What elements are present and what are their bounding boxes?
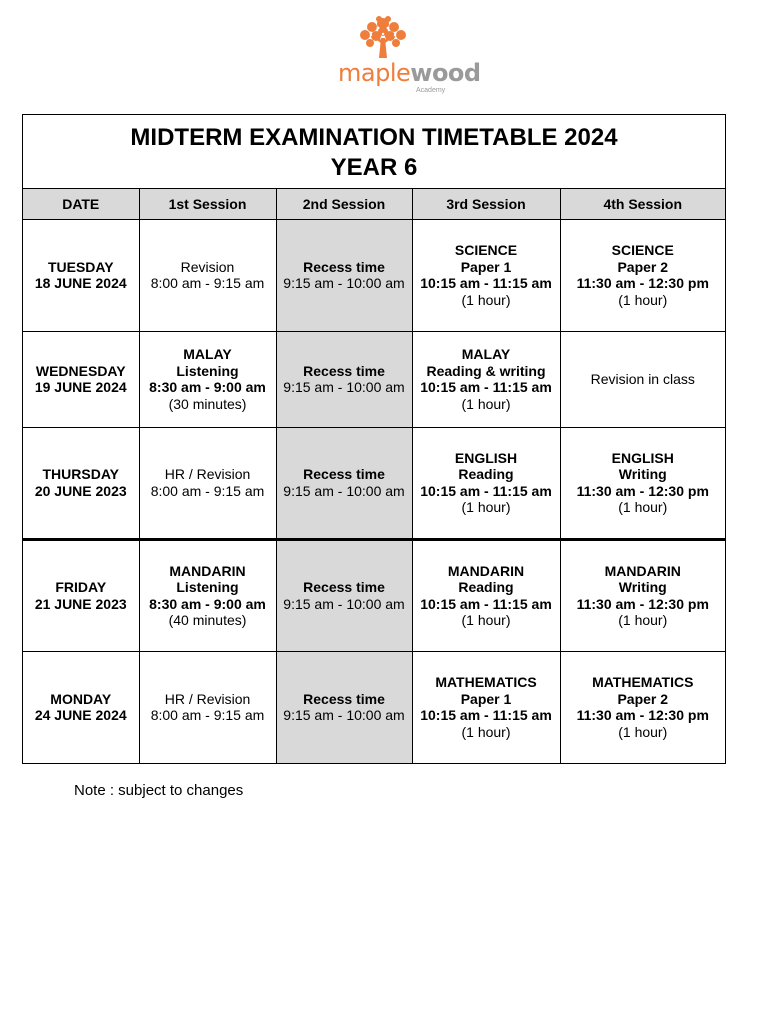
date-cell: [23, 331, 139, 427]
session-line: 9:15 am - 10:00 am: [283, 595, 405, 612]
date-line: TUESDAY: [47, 258, 114, 275]
session-line: Revision: [180, 258, 235, 275]
session-1-cell: [139, 539, 276, 651]
session-line: ENGLISH: [611, 449, 674, 466]
session-line: (1 hour): [461, 291, 511, 308]
session-line: Paper 2: [617, 690, 669, 707]
academy-logo: [330, 14, 481, 100]
session-2-cell: [276, 651, 412, 763]
session-4-cell: [560, 651, 725, 763]
session-line: (1 hour): [618, 499, 668, 515]
session-line: Reading: [458, 579, 514, 595]
date-line: 21 JUNE 2023: [34, 595, 127, 612]
date-line: THURSDAY: [42, 466, 119, 482]
session-line: Paper 1: [460, 690, 512, 707]
session-line: (1 hour): [618, 291, 668, 308]
session-4-cell: [560, 539, 725, 651]
session-line: Recess time: [303, 362, 385, 379]
session-line: (1 hour): [461, 499, 511, 515]
session-2-cell: [276, 219, 412, 331]
session-line: Recess time: [303, 579, 385, 595]
session-line: Reading & writing: [426, 362, 546, 379]
session-line: SCIENCE: [454, 242, 518, 258]
date-cell: [23, 219, 139, 331]
session-line: (40 minutes): [168, 612, 247, 628]
header-session-2: 2nd Session: [276, 189, 412, 219]
session-line: (1 hour): [618, 612, 668, 628]
table-row: [23, 651, 725, 763]
session-line: 9:15 am - 10:00 am: [283, 707, 405, 724]
date-line: 18 JUNE 2024: [34, 275, 127, 291]
table-row: [23, 219, 725, 331]
session-3-cell: [412, 219, 560, 331]
session-line: 9:15 am - 10:00 am: [283, 275, 405, 291]
date-line: 24 JUNE 2024: [34, 707, 127, 724]
timetable: [22, 114, 726, 764]
date-cell: [23, 427, 139, 539]
header-date: DATE: [23, 189, 139, 219]
session-line: Listening: [176, 362, 239, 379]
session-1-cell: [139, 219, 276, 331]
session-4-cell: [560, 331, 725, 427]
session-line: Writing: [618, 579, 667, 595]
session-3-cell: [412, 331, 560, 427]
header-session-1: 1st Session: [139, 189, 276, 219]
session-line: 10:15 am - 11:15 am: [420, 275, 552, 291]
session-line: 11:30 am - 12:30 pm: [576, 595, 709, 612]
session-line: 10:15 am - 11:15 am: [420, 482, 552, 499]
date-cell: [23, 539, 139, 651]
date-line: FRIDAY: [55, 579, 107, 595]
session-line: ENGLISH: [454, 449, 518, 466]
session-line: 10:15 am - 11:15 am: [420, 707, 552, 724]
session-line: 8:00 am - 9:15 am: [150, 482, 265, 499]
timetable-body: [23, 219, 725, 763]
session-line: HR / Revision: [164, 466, 251, 482]
session-line: Paper 2: [617, 258, 669, 275]
session-line: MALAY: [183, 346, 232, 362]
session-line: 10:15 am - 11:15 am: [420, 595, 552, 612]
session-2-cell: [276, 539, 412, 651]
logo-wordmark: maplewood: [338, 59, 481, 87]
session-line: 8:30 am - 9:00 am: [149, 379, 266, 395]
session-3-cell: [412, 427, 560, 539]
title-line-2: YEAR 6: [330, 154, 418, 181]
header-session-4: 4th Session: [560, 189, 725, 219]
session-4-cell: [560, 427, 725, 539]
session-line: MATHEMATICS: [435, 674, 537, 691]
session-line: (1 hour): [461, 723, 511, 740]
session-2-cell: [276, 427, 412, 539]
date-line: 19 JUNE 2024: [34, 379, 127, 395]
session-line: 11:30 am - 12:30 pm: [576, 482, 709, 499]
session-line: Revision in class: [590, 370, 695, 387]
timetable-title: [23, 115, 725, 189]
logo-subtitle: Academy: [416, 87, 446, 94]
session-4-cell: [560, 219, 725, 331]
session-1-cell: [139, 651, 276, 763]
header-row: [23, 189, 725, 219]
session-3-cell: [412, 651, 560, 763]
session-line: 8:30 am - 9:00 am: [149, 595, 266, 612]
session-line: 8:00 am - 9:15 am: [150, 275, 265, 291]
date-line: WEDNESDAY: [35, 362, 126, 379]
session-line: (30 minutes): [168, 395, 247, 412]
session-line: Recess time: [303, 690, 385, 707]
session-line: SCIENCE: [611, 242, 674, 258]
date-cell: [23, 651, 139, 763]
session-line: MANDARIN: [169, 562, 246, 579]
session-line: Writing: [618, 466, 667, 482]
timetable-table: [23, 189, 725, 763]
session-line: (1 hour): [618, 723, 668, 740]
session-line: MANDARIN: [604, 562, 681, 579]
session-line: Recess time: [303, 258, 385, 275]
footnote: Note : subject to changes: [74, 782, 244, 799]
session-2-cell: [276, 331, 412, 427]
session-line: (1 hour): [461, 612, 511, 628]
session-line: Reading: [458, 466, 514, 482]
session-line: 9:15 am - 10:00 am: [283, 379, 405, 395]
header-session-3: 3rd Session: [412, 189, 560, 219]
session-line: 10:15 am - 11:15 am: [420, 379, 552, 395]
date-line: 20 JUNE 2023: [34, 482, 127, 499]
session-line: (1 hour): [461, 395, 511, 412]
session-line: Recess time: [303, 466, 385, 482]
session-line: 9:15 am - 10:00 am: [283, 482, 405, 499]
session-line: 11:30 am - 12:30 pm: [576, 707, 709, 724]
title-line-1: MIDTERM EXAMINATION TIMETABLE 2024: [130, 124, 618, 151]
session-1-cell: [139, 427, 276, 539]
table-row: [23, 427, 725, 539]
session-line: MALAY: [461, 346, 511, 362]
table-row: [23, 331, 725, 427]
session-line: MATHEMATICS: [592, 674, 694, 691]
session-1-cell: [139, 331, 276, 427]
session-line: 8:00 am - 9:15 am: [150, 707, 265, 724]
tree-icon: [348, 14, 418, 60]
session-line: Paper 1: [460, 258, 512, 275]
table-row: [23, 539, 725, 651]
session-line: Listening: [176, 579, 239, 595]
date-line: MONDAY: [50, 690, 112, 707]
session-line: HR / Revision: [164, 690, 251, 707]
session-line: MANDARIN: [447, 562, 525, 579]
session-3-cell: [412, 539, 560, 651]
session-line: 11:30 am - 12:30 pm: [576, 275, 709, 291]
